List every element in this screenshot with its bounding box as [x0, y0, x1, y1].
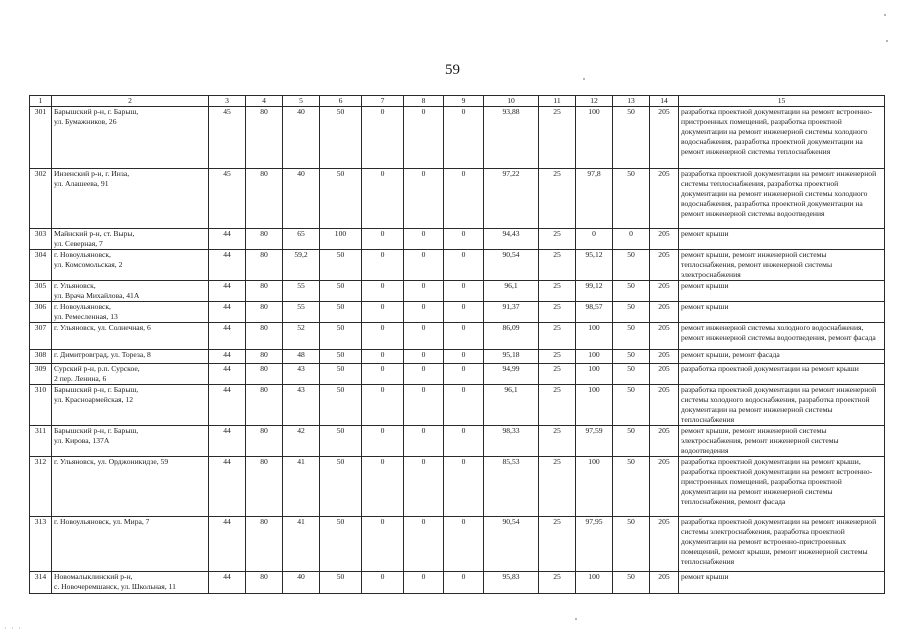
col-12: 97,8 [576, 169, 613, 229]
col-13: 50 [613, 302, 650, 323]
col-11: 25 [539, 281, 576, 302]
column-number-15: 15 [679, 96, 885, 107]
col-5: 42 [283, 426, 320, 457]
address: Барышский р-н, г. Барыш, ул. Кирова, 137А [52, 426, 209, 457]
col-13: 50 [613, 350, 650, 364]
work-description: ремонт крыши, ремонт инженерной системы теплоснабжения, ремонт инженерной системы электроснабжения [679, 250, 885, 281]
col-14: 205 [650, 572, 679, 594]
col-6: 50 [320, 364, 362, 385]
col-12: 98,57 [576, 302, 613, 323]
col-3: 44 [209, 385, 246, 426]
col-4: 80 [246, 457, 283, 517]
col-9: 0 [444, 457, 484, 517]
table-row [30, 281, 885, 302]
row-number: 308 [30, 350, 52, 364]
col-10: 94,99 [484, 364, 539, 385]
address: г. Димитровград, ул. Тореза, 8 [52, 350, 209, 364]
col-6: 50 [320, 572, 362, 594]
col-6: 50 [320, 350, 362, 364]
col-9: 0 [444, 250, 484, 281]
col-12: 100 [576, 350, 613, 364]
col-4: 80 [246, 350, 283, 364]
row-number: 313 [30, 517, 52, 572]
col-8: 0 [404, 250, 444, 281]
col-10: 96,1 [484, 385, 539, 426]
col-7: 0 [362, 350, 404, 364]
col-8: 0 [404, 385, 444, 426]
table-row [30, 169, 885, 229]
col-6: 100 [320, 229, 362, 250]
col-7: 0 [362, 364, 404, 385]
table-row [30, 385, 885, 426]
address: г. Новоульяновск, ул. Ремесленная, 13 [52, 302, 209, 323]
work-description: ремонт крыши [679, 302, 885, 323]
col-3: 44 [209, 229, 246, 250]
column-number-14: 14 [650, 96, 679, 107]
col-8: 0 [404, 323, 444, 350]
col-14: 205 [650, 281, 679, 302]
col-11: 25 [539, 323, 576, 350]
col-9: 0 [444, 229, 484, 250]
col-6: 50 [320, 107, 362, 169]
address: Майнский р-н, ст. Выры, ул. Северная, 7 [52, 229, 209, 250]
row-number: 310 [30, 385, 52, 426]
work-description: разработка проектной документации на ремонт крыши, разработка проектной документации на ремонт встроенно-пристроенных помещений, разработка проектной документации на ремонт инженерной системы теплоснабжения, ремонт фасада [679, 457, 885, 517]
row-number: 312 [30, 457, 52, 517]
row-number: 311 [30, 426, 52, 457]
col-14: 205 [650, 323, 679, 350]
col-7: 0 [362, 229, 404, 250]
col-3: 44 [209, 517, 246, 572]
col-5: 55 [283, 281, 320, 302]
work-description: ремонт крыши [679, 229, 885, 250]
column-number-1: 1 [30, 96, 52, 107]
table-row [30, 457, 885, 517]
col-14: 205 [650, 457, 679, 517]
col-10: 94,43 [484, 229, 539, 250]
table-row [30, 426, 885, 457]
col-11: 25 [539, 364, 576, 385]
row-number: 305 [30, 281, 52, 302]
address: Барышский р-н, г. Барыш, ул. Бумажников, 26 [52, 107, 209, 169]
col-5: 41 [283, 457, 320, 517]
col-5: 43 [283, 364, 320, 385]
col-12: 97,95 [576, 517, 613, 572]
col-6: 50 [320, 323, 362, 350]
col-9: 0 [444, 281, 484, 302]
row-number: 304 [30, 250, 52, 281]
col-14: 205 [650, 107, 679, 169]
col-4: 80 [246, 250, 283, 281]
col-12: 100 [576, 572, 613, 594]
col-4: 80 [246, 302, 283, 323]
col-13: 50 [613, 572, 650, 594]
col-8: 0 [404, 350, 444, 364]
address: г. Ульяновск, ул. Орджоникидзе, 59 [52, 457, 209, 517]
col-4: 80 [246, 229, 283, 250]
table-row [30, 572, 885, 594]
col-9: 0 [444, 517, 484, 572]
table-row [30, 229, 885, 250]
row-number: 309 [30, 364, 52, 385]
col-3: 44 [209, 457, 246, 517]
col-9: 0 [444, 107, 484, 169]
col-13: 50 [613, 426, 650, 457]
work-description: ремонт крыши, ремонт фасада [679, 350, 885, 364]
column-number-12: 12 [576, 96, 613, 107]
work-description: ремонт крыши, ремонт инженерной системы электроснабжения, ремонт инженерной системы водоотведения [679, 426, 885, 457]
col-11: 25 [539, 169, 576, 229]
column-number-row [30, 96, 885, 107]
col-11: 25 [539, 517, 576, 572]
col-11: 25 [539, 107, 576, 169]
col-14: 205 [650, 364, 679, 385]
col-11: 25 [539, 572, 576, 594]
col-9: 0 [444, 350, 484, 364]
col-4: 80 [246, 364, 283, 385]
col-13: 0 [613, 229, 650, 250]
address: г. Ульяновск, ул. Солнечная, 6 [52, 323, 209, 350]
col-12: 100 [576, 457, 613, 517]
column-number-8: 8 [404, 96, 444, 107]
col-10: 90,54 [484, 517, 539, 572]
col-9: 0 [444, 426, 484, 457]
col-5: 52 [283, 323, 320, 350]
col-6: 50 [320, 426, 362, 457]
col-9: 0 [444, 572, 484, 594]
col-8: 0 [404, 281, 444, 302]
col-5: 40 [283, 169, 320, 229]
col-10: 95,18 [484, 350, 539, 364]
column-number-10: 10 [484, 96, 539, 107]
col-9: 0 [444, 302, 484, 323]
col-3: 44 [209, 364, 246, 385]
col-14: 205 [650, 385, 679, 426]
table-body [30, 107, 885, 594]
col-9: 0 [444, 323, 484, 350]
work-description: разработка проектной документации на ремонт инженерной системы электроснабжения, разработка проектной документации на ремонт встроенно-пристроенных помещений, ремонт крыши, ремонт инженерной системы теплоснабжения [679, 517, 885, 572]
col-10: 95,83 [484, 572, 539, 594]
col-3: 44 [209, 302, 246, 323]
col-5: 55 [283, 302, 320, 323]
col-11: 25 [539, 426, 576, 457]
row-number: 301 [30, 107, 52, 169]
row-number: 314 [30, 572, 52, 594]
address: г. Новоульяновск, ул. Комсомольская, 2 [52, 250, 209, 281]
col-13: 50 [613, 364, 650, 385]
col-14: 205 [650, 302, 679, 323]
col-7: 0 [362, 572, 404, 594]
col-5: 40 [283, 572, 320, 594]
col-3: 44 [209, 350, 246, 364]
col-8: 0 [404, 364, 444, 385]
col-12: 95,12 [576, 250, 613, 281]
work-description: разработка проектной документации на ремонт встроенно-пристроенных помещений, разработка проектной документации на ремонт инженерной системы холодного водоснабжения, разработка проектной документации на ремонт инженерной системы теплоснабжения [679, 107, 885, 169]
col-8: 0 [404, 426, 444, 457]
col-11: 25 [539, 250, 576, 281]
column-number-13: 13 [613, 96, 650, 107]
table-row [30, 517, 885, 572]
col-13: 50 [613, 457, 650, 517]
col-7: 0 [362, 323, 404, 350]
col-7: 0 [362, 517, 404, 572]
col-6: 50 [320, 281, 362, 302]
col-14: 205 [650, 250, 679, 281]
col-10: 85,53 [484, 457, 539, 517]
work-description: разработка проектной документации на ремонт крыши [679, 364, 885, 385]
col-11: 25 [539, 457, 576, 517]
col-13: 50 [613, 385, 650, 426]
table-row [30, 107, 885, 169]
work-description: разработка проектной документации на ремонт инженерной системы теплоснабжения, разработка проектной документации на ремонт инженерной системы холодного водоснабжения, разработка проектной документации на ремонт инженерной системы водоотведения [679, 169, 885, 229]
col-11: 25 [539, 350, 576, 364]
col-13: 50 [613, 107, 650, 169]
page-number: 59 [445, 62, 460, 78]
col-4: 80 [246, 169, 283, 229]
col-7: 0 [362, 107, 404, 169]
col-4: 80 [246, 572, 283, 594]
col-10: 91,37 [484, 302, 539, 323]
col-14: 205 [650, 517, 679, 572]
col-3: 45 [209, 107, 246, 169]
work-description: ремонт крыши [679, 281, 885, 302]
col-6: 50 [320, 517, 362, 572]
col-5: 59,2 [283, 250, 320, 281]
col-10: 90,54 [484, 250, 539, 281]
col-12: 99,12 [576, 281, 613, 302]
col-5: 48 [283, 350, 320, 364]
table-row [30, 302, 885, 323]
col-8: 0 [404, 517, 444, 572]
col-7: 0 [362, 281, 404, 302]
row-number: 302 [30, 169, 52, 229]
col-11: 25 [539, 229, 576, 250]
col-8: 0 [404, 457, 444, 517]
col-9: 0 [444, 364, 484, 385]
column-number-7: 7 [362, 96, 404, 107]
col-9: 0 [444, 169, 484, 229]
column-number-4: 4 [246, 96, 283, 107]
col-6: 50 [320, 302, 362, 323]
col-3: 44 [209, 281, 246, 302]
col-14: 205 [650, 350, 679, 364]
col-6: 50 [320, 169, 362, 229]
col-7: 0 [362, 426, 404, 457]
col-3: 44 [209, 426, 246, 457]
col-9: 0 [444, 385, 484, 426]
col-3: 44 [209, 572, 246, 594]
col-4: 80 [246, 517, 283, 572]
scan-artifact: · · · [4, 624, 22, 633]
table-row [30, 364, 885, 385]
work-description: разработка проектной документации на ремонт инженерной системы холодного водоснабжения, разработка проектной документации на ремонт инженерной системы теплоснабжения [679, 385, 885, 426]
row-number: 306 [30, 302, 52, 323]
col-10: 96,1 [484, 281, 539, 302]
col-12: 100 [576, 107, 613, 169]
col-13: 50 [613, 323, 650, 350]
table-row [30, 323, 885, 350]
table-row [30, 350, 885, 364]
col-7: 0 [362, 302, 404, 323]
col-13: 50 [613, 517, 650, 572]
row-number: 307 [30, 323, 52, 350]
table-row [30, 250, 885, 281]
address: Инзенский р-н, г. Инза, ул. Алашеева, 91 [52, 169, 209, 229]
col-12: 97,59 [576, 426, 613, 457]
data-table [29, 95, 885, 594]
work-description: ремонт крыши [679, 572, 885, 594]
col-8: 0 [404, 169, 444, 229]
col-14: 205 [650, 426, 679, 457]
address: Сурский р-н, р.п. Сурское, 2 пер. Ленина, 6 [52, 364, 209, 385]
col-12: 0 [576, 229, 613, 250]
column-number-6: 6 [320, 96, 362, 107]
address: Новомалыклинский р-н, с. Новочеремшанск, ул. Школьная, 11 [52, 572, 209, 594]
col-4: 80 [246, 426, 283, 457]
col-4: 80 [246, 281, 283, 302]
column-number-2: 2 [52, 96, 209, 107]
col-13: 50 [613, 281, 650, 302]
col-10: 86,09 [484, 323, 539, 350]
col-5: 65 [283, 229, 320, 250]
col-6: 50 [320, 385, 362, 426]
work-description: ремонт инженерной системы холодного водоснабжения, ремонт инженерной системы водоотведения, ремонт фасада [679, 323, 885, 350]
column-number-3: 3 [209, 96, 246, 107]
col-6: 50 [320, 250, 362, 281]
col-4: 80 [246, 107, 283, 169]
col-3: 44 [209, 323, 246, 350]
col-14: 205 [650, 229, 679, 250]
row-number: 303 [30, 229, 52, 250]
col-10: 97,22 [484, 169, 539, 229]
col-8: 0 [404, 107, 444, 169]
column-number-5: 5 [283, 96, 320, 107]
col-6: 50 [320, 457, 362, 517]
col-10: 98,33 [484, 426, 539, 457]
address: г. Новоульяновск, ул. Мира, 7 [52, 517, 209, 572]
col-8: 0 [404, 302, 444, 323]
col-4: 80 [246, 323, 283, 350]
col-12: 100 [576, 364, 613, 385]
col-5: 43 [283, 385, 320, 426]
col-5: 40 [283, 107, 320, 169]
col-14: 205 [650, 169, 679, 229]
col-8: 0 [404, 572, 444, 594]
column-number-11: 11 [539, 96, 576, 107]
col-11: 25 [539, 385, 576, 426]
col-13: 50 [613, 250, 650, 281]
col-3: 44 [209, 250, 246, 281]
col-7: 0 [362, 250, 404, 281]
col-10: 93,88 [484, 107, 539, 169]
col-4: 80 [246, 385, 283, 426]
col-3: 45 [209, 169, 246, 229]
col-13: 50 [613, 169, 650, 229]
col-11: 25 [539, 302, 576, 323]
col-7: 0 [362, 457, 404, 517]
col-8: 0 [404, 229, 444, 250]
address: г. Ульяновск, ул. Врача Михайлова, 41А [52, 281, 209, 302]
col-7: 0 [362, 169, 404, 229]
col-5: 41 [283, 517, 320, 572]
col-12: 100 [576, 385, 613, 426]
col-12: 100 [576, 323, 613, 350]
address: Барышский р-н, г. Барыш, ул. Красноармейская, 12 [52, 385, 209, 426]
col-7: 0 [362, 385, 404, 426]
column-number-9: 9 [444, 96, 484, 107]
